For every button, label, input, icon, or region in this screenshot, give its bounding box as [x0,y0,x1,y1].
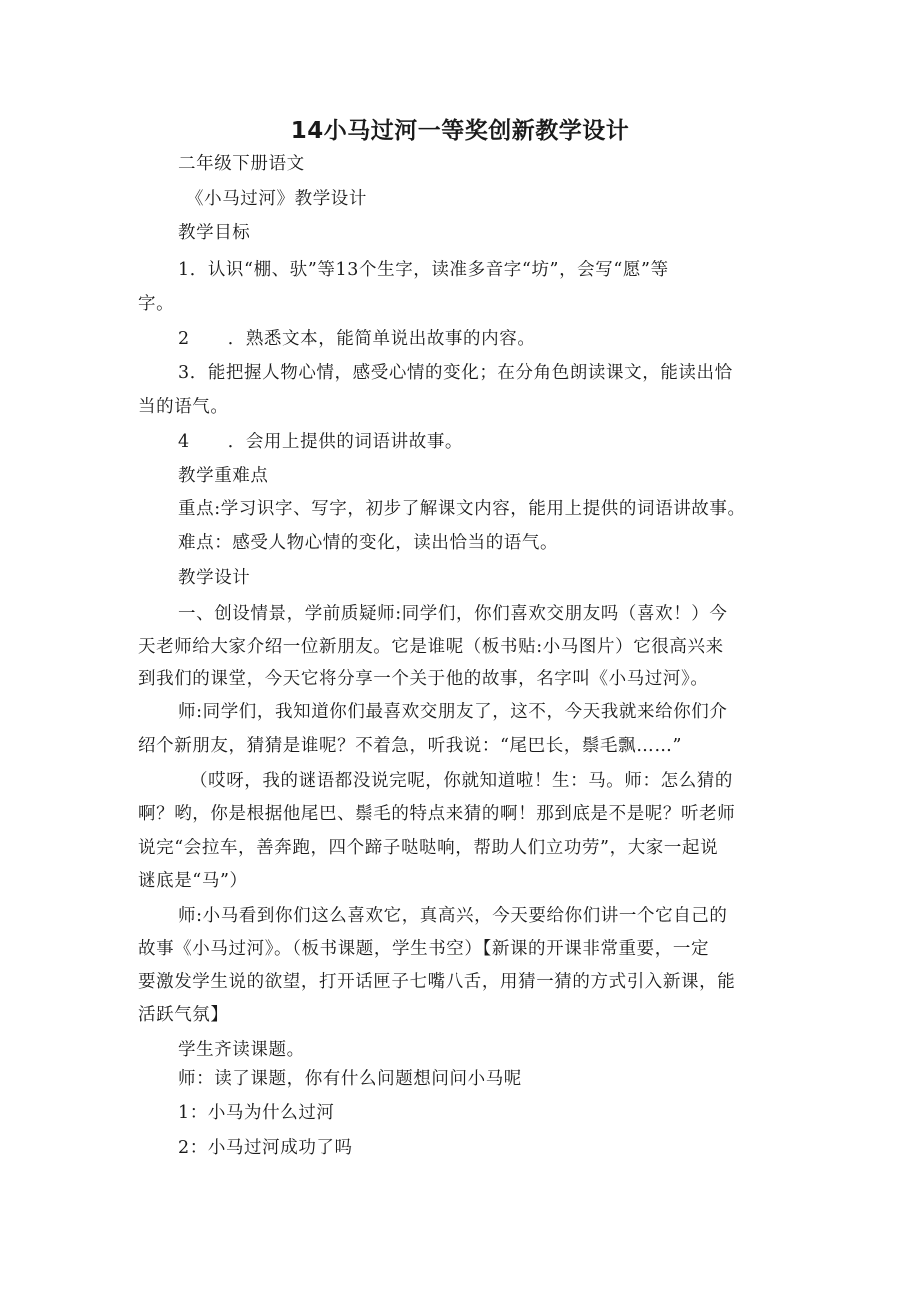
text-read-title: 学生齐读课题。 [178,1040,305,1060]
goal-2 [178,327,535,351]
question-2: 2：小马过河成功了吗 [178,1138,353,1158]
document-title: 14小马过河一等奖创新教学设计 [290,118,630,144]
goal-1-line-1: 1．认识“棚、驮”等13个生字，读准多音字“坊”，会写“愿”等 [178,260,669,280]
goal-2-number: 2 [178,329,190,349]
question-1: 1：小马为什么过河 [178,1103,335,1123]
para-4-line-4: 活跃气氛】 [138,1005,229,1025]
goal-4 [178,430,463,454]
text-teacher-question: 师：读了课题，你有什么问题想问问小马呢 [178,1069,522,1089]
text-line-design-title: 《小马过河》教学设计 [186,189,367,209]
para-1-line-1: 一、创设情景，学前质疑师:同学们，你们喜欢交朋友吗（喜欢！）今 [178,604,728,624]
para-4-line-3: 要激发学生说的欲望，打开话匣子七嘴八舌，用猜一猜的方式引入新课，能 [138,972,736,992]
goal-4-text: ．会用上提供的词语讲故事。 [227,432,464,452]
para-3-line-1: （哎呀，我的谜语都没说完呢，你就知道啦！生：马。师：怎么猜的 [190,771,733,791]
goal-3-line-2: 当的语气。 [138,397,229,417]
para-3-line-3: 说完“会拉车，善奔跑，四个蹄子哒哒响，帮助人们立功劳”，大家一起说 [138,838,719,858]
goal-3-line-1: 3．能把握人物心情，感受心情的变化；在分角色朗读课文，能读出恰 [178,363,733,383]
heading-teaching-goals: 教学目标 [178,223,251,243]
goal-2-text: ．熟悉文本，能简单说出故事的内容。 [227,329,536,349]
para-3-line-2: 啊？哟，你是根据他尾巴、鬃毛的特点来猜的啊！那到底是不是呢？听老师 [138,804,736,824]
para-1-line-3: 到我们的课堂，今天它将分享一个关于他的故事，名字叫《小马过河》。 [138,669,709,689]
para-2-line-2: 绍个新朋友，猜猜是谁呢？不着急，听我说：“尾巴长，鬃毛飘……” [138,736,682,756]
para-1-line-2: 天老师给大家介绍一位新朋友。它是谁呢（板书贴:小马图片）它很高兴来 [138,637,724,657]
heading-key-difficult-points: 教学重难点 [178,466,269,486]
heading-teaching-design: 教学设计 [178,568,251,588]
para-3-line-4: 谜底是“马”） [138,871,248,891]
text-key-point: 重点:学习识字、写字，初步了解课文内容，能用上提供的词语讲故事。 [178,499,746,519]
para-4-line-1: 师:小马看到你们这么喜欢它，真高兴，今天要给你们讲一个它自己的 [178,906,728,926]
goal-4-number: 4 [178,432,190,452]
goal-1-line-2: 字。 [138,294,175,314]
para-2-line-1: 师:同学们，我知道你们最喜欢交朋友了，这不，今天我就来给你们介 [178,702,728,722]
text-difficult-point: 难点：感受人物心情的变化，读出恰当的语气。 [178,533,559,553]
para-4-line-2: 故事《小马过河》。（板书课题，学生书空）【新课的开课非常重要，一定 [138,939,710,959]
text-line-grade: 二年级下册语文 [178,154,305,174]
